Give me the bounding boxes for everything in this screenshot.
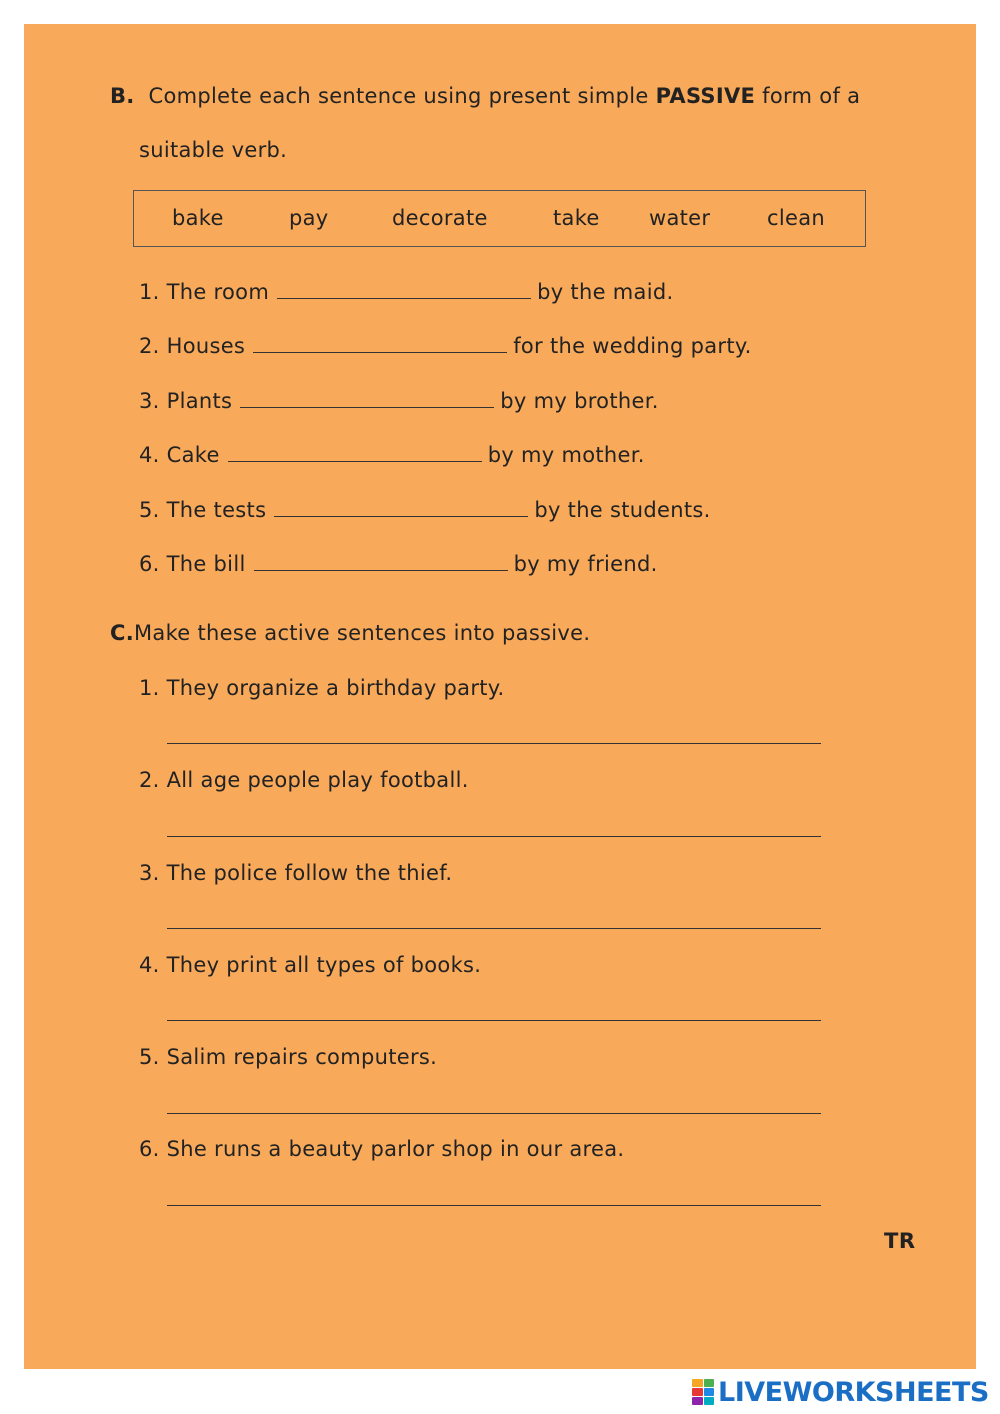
word-bank-item: water: [649, 206, 711, 230]
answer-line[interactable]: [167, 1205, 821, 1206]
section-c-item-1: 1. They organize a birthday party.: [139, 676, 505, 700]
answer-line[interactable]: [167, 743, 821, 744]
fill-in-blank[interactable]: [274, 496, 528, 517]
answer-line[interactable]: [167, 1020, 821, 1021]
word-bank-box: [133, 190, 866, 247]
section-b-item-2: 2. Houses for the wedding party.: [139, 334, 752, 358]
section-c-item-5: 5. Salim repairs computers.: [139, 1045, 438, 1069]
section-b-item-6: 6. The bill by my friend.: [139, 552, 658, 576]
section-b-instruction: B. Complete each sentence using present simple PASSIVE form of a: [110, 84, 861, 108]
passive-keyword: PASSIVE: [655, 84, 756, 108]
word-bank-item: bake: [172, 206, 224, 230]
section-b-item-5: 5. The tests by the students.: [139, 498, 711, 522]
word-bank-item: take: [553, 206, 600, 230]
section-b-letter: B.: [110, 84, 135, 108]
liveworksheets-logo-text: LIVEWORKSHEETS: [718, 1376, 989, 1408]
answer-line[interactable]: [167, 1113, 821, 1114]
section-b-item-4: 4. Cake by my mother.: [139, 443, 645, 467]
fill-in-blank[interactable]: [254, 550, 508, 571]
author-initials: TR: [884, 1229, 916, 1253]
section-c-item-6: 6. She runs a beauty parlor shop in our area.: [139, 1137, 625, 1161]
section-c-item-2: 2. All age people play football.: [139, 768, 469, 792]
section-c-item-3: 3. The police follow the thief.: [139, 861, 453, 885]
word-bank-item: clean: [767, 206, 825, 230]
fill-in-blank[interactable]: [277, 278, 531, 299]
section-c-item-4: 4. They print all types of books.: [139, 953, 482, 977]
answer-line[interactable]: [167, 928, 821, 929]
section-c-instruction: C.Make these active sentences into passive.: [110, 621, 591, 645]
section-c-letter: C.: [110, 621, 134, 645]
fill-in-blank[interactable]: [228, 441, 482, 462]
fill-in-blank[interactable]: [240, 387, 494, 408]
word-bank-item: decorate: [392, 206, 488, 230]
word-bank-item: pay: [289, 206, 329, 230]
section-b-item-3: 3. Plants by my brother.: [139, 389, 659, 413]
section-b-instruction-line2: suitable verb.: [139, 138, 288, 162]
liveworksheets-logo[interactable]: [692, 1376, 989, 1408]
fill-in-blank[interactable]: [253, 332, 507, 353]
section-b-item-1: 1. The room by the maid.: [139, 280, 674, 304]
answer-line[interactable]: [167, 836, 821, 837]
liveworksheets-logo-icon: [692, 1379, 714, 1405]
